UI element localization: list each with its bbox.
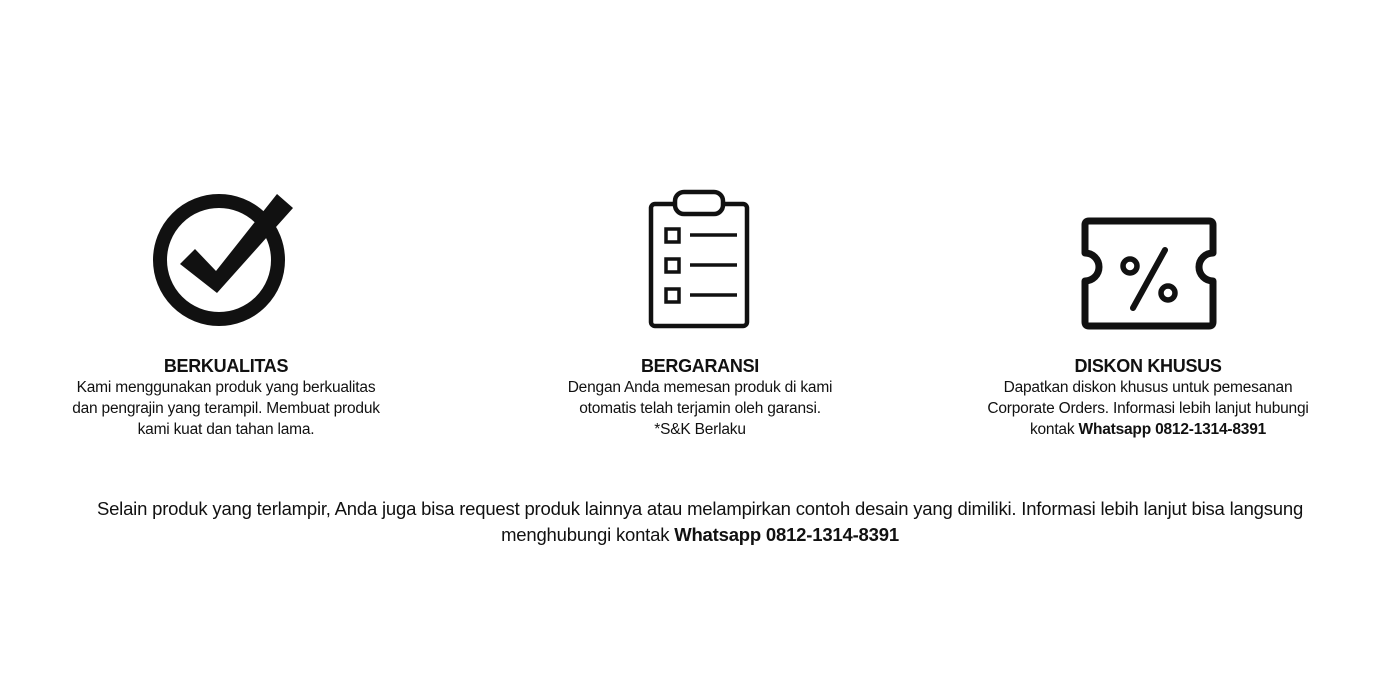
feature-title: BERKUALITAS (163, 356, 289, 376)
feature-contact-prefix: kontak (1029, 421, 1079, 438)
feature-description-line: otomatis telah terjamin oleh garansi. (579, 400, 821, 417)
feature-contact-line (948, 419, 1348, 440)
features-row (0, 185, 1400, 455)
feature-title: BERGARANSI (640, 356, 759, 376)
feature-description-line: *S&K Berlaku (654, 421, 746, 438)
feature-description-line: kami kuat dan tahan lama. (137, 421, 315, 438)
clipboard-checklist-icon (500, 185, 900, 335)
feature-diskon-khusus (948, 185, 1348, 440)
feature-description (500, 377, 900, 440)
footer-note (40, 496, 1360, 548)
footer-note-line (40, 522, 1360, 548)
feature-description (26, 377, 426, 440)
feature-description-line: Dengan Anda memesan produk di kami (567, 379, 833, 396)
discount-ticket-icon (948, 185, 1348, 335)
feature-berkualitas (26, 185, 426, 440)
footer-note-line: Selain produk yang terlampir, Anda juga bisa request produk lainnya atau melampirkan contoh desain yang dimiliki. Informasi lebih lanjut bisa langsung (96, 498, 1304, 519)
feature-description-line: Dapatkan diskon khusus untuk pemesanan (1003, 379, 1293, 396)
whatsapp-contact: Whatsapp 0812-1314-8391 (1078, 421, 1267, 438)
checkmark-circle-icon (26, 185, 426, 335)
footer-contact-prefix: menghubungi kontak (501, 524, 675, 545)
feature-description-line: Corporate Orders. Informasi lebih lanjut hubungi (987, 400, 1309, 417)
feature-bergaransi (500, 185, 900, 440)
feature-description (948, 377, 1348, 440)
feature-title: DISKON KHUSUS (1074, 356, 1222, 376)
feature-description-line: Kami menggunakan produk yang berkualitas (76, 379, 376, 396)
whatsapp-contact: Whatsapp 0812-1314-8391 (674, 524, 899, 545)
feature-description-line: dan pengrajin yang terampil. Membuat produk (72, 400, 380, 417)
